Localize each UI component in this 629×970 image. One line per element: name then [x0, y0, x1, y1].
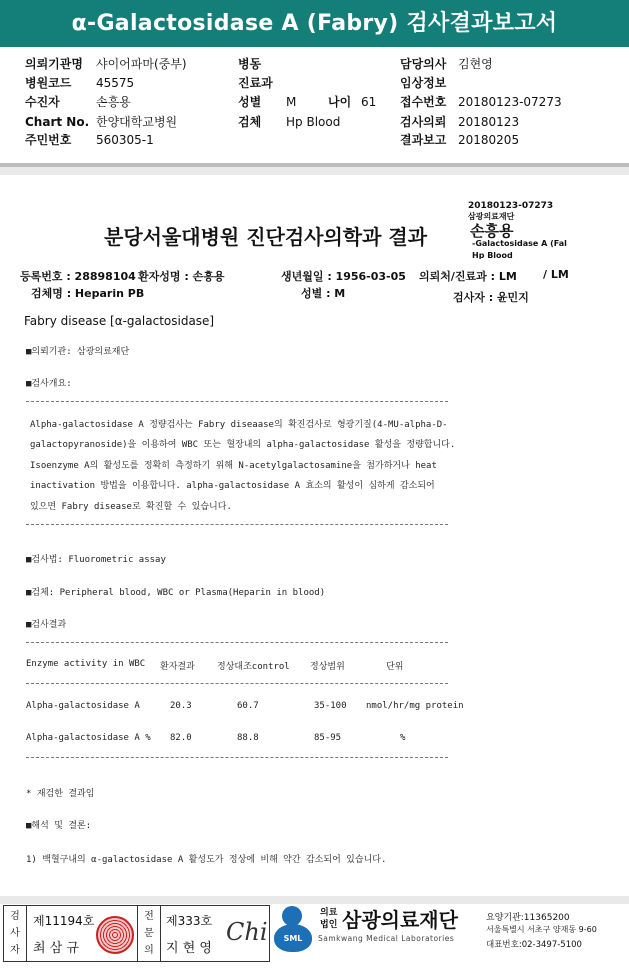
table-header-patient: 환자결과	[160, 662, 195, 672]
interpretation-heading: ■해석 및 결론:	[26, 821, 92, 831]
ward-label: 병동	[238, 57, 262, 71]
dept-label: 진료과	[238, 76, 273, 90]
chart-no-label: Chart No.	[25, 115, 90, 129]
sex-value: M	[286, 95, 297, 109]
clinical-info-label: 임상정보	[400, 76, 447, 90]
scanned-report	[0, 175, 629, 896]
org-address: 서울특별시 서초구 양재동 9-60	[486, 925, 597, 934]
results-heading: ■검사결과	[26, 620, 67, 630]
dashed-rule	[26, 642, 448, 643]
table-cell: 20.3	[170, 701, 192, 711]
specialist-signature: Chi	[226, 918, 268, 946]
report-specimen: 검체명 : Heparin PB	[31, 287, 145, 300]
table-header-control: 정상대조control	[217, 662, 290, 672]
age-value: 61	[361, 95, 377, 109]
specimen-line: ■검체: Peripheral blood, WBC or Plasma(Heparin in blood)	[26, 588, 326, 598]
reg-no: 등록번호 : 28898104	[20, 270, 136, 283]
org-phone: 대표번호:02-3497-5100	[486, 940, 582, 950]
institution-code: 요양기관:11365200	[486, 913, 570, 923]
tester-label: 검사자	[10, 911, 20, 956]
dashed-rule	[26, 524, 448, 525]
report-referrer-dept: / LM	[543, 268, 569, 281]
sml-logo	[272, 906, 314, 954]
hospital-code-value: 45575	[96, 76, 135, 90]
tester-label-cell	[4, 906, 27, 961]
table-cell: Alpha-galactosidase A %	[26, 733, 151, 743]
footer-divider	[0, 896, 629, 904]
age-label: 나이	[328, 95, 352, 109]
doctor-value: 김현영	[458, 57, 493, 71]
logo-text: SML	[283, 934, 303, 943]
resident-no-value: 560305-1	[96, 133, 154, 147]
org-english-name: Samkwang Medical Laboratories	[318, 934, 455, 943]
corp-small-2: 법인	[320, 920, 338, 930]
hospital-name-value: 샤이어파마(중부)	[96, 57, 187, 71]
dashed-rule	[26, 683, 448, 684]
table-cell: Alpha-galactosidase A	[26, 701, 140, 711]
report-patient: 환자성명 : 손흥용	[138, 270, 225, 283]
specimen-value: Hp Blood	[286, 115, 341, 129]
table-header-enzyme: Enzyme activity in WBC	[26, 659, 146, 669]
table-cell: 35-100	[314, 701, 347, 711]
interpretation-line: 1) 백혈구내의 α-galactosidase A 활성도가 정상에 비해 약간 감소되어 있습니다.	[26, 855, 387, 865]
report-date-value: 20180205	[458, 133, 520, 147]
seal-stamp	[96, 916, 134, 954]
specimen-label-sticker	[466, 201, 629, 259]
report-date-label: 결과보고	[400, 133, 447, 147]
table-cell: 88.8	[237, 733, 259, 743]
patient-value: 손흥용	[96, 95, 131, 109]
report-sex: 성별 : M	[301, 287, 346, 300]
hospital-report-title: 분당서울대병원 진단검사의학과 결과	[104, 225, 428, 249]
report-tester: 검사자 : 윤민지	[453, 291, 529, 304]
logo-head-icon	[282, 906, 302, 926]
header-divider-shadow	[0, 167, 629, 175]
recheck-note: * 재검한 결과임	[26, 789, 95, 799]
table-cell: 60.7	[237, 701, 259, 711]
report-dob: 생년월일 : 1956-03-05	[281, 270, 406, 283]
doctor-label: 담당의사	[400, 57, 447, 71]
sticker-org: 삼광의료재단	[468, 212, 515, 221]
table-header-range: 정상범위	[310, 662, 345, 672]
request-date-label: 검사의뢰	[400, 115, 447, 129]
dashed-rule	[26, 757, 448, 758]
table-cell: nmol/hr/mg protein	[366, 701, 464, 711]
overview-line-3: Isoenzyme A의 활성도를 정확히 측정하기 위해 N-acetylgalactosamine을 첨가하거나 heat	[30, 461, 437, 471]
table-cell: 85-95	[314, 733, 342, 743]
sticker-number: 20180123-07273	[468, 201, 554, 211]
hospital-name-label: 의뢰기관명	[25, 57, 83, 71]
receipt-no-label: 접수번호	[400, 95, 447, 109]
specialist-name: 지 현 영	[166, 941, 212, 956]
org-name: 삼광의료재단	[342, 908, 458, 932]
specimen-label: 검체	[238, 115, 262, 129]
request-date-value: 20180123	[458, 115, 520, 129]
overview-line-4: inactivation 방법을 이용합니다. alpha-galactosidase A 효소의 활성이 심하게 감소되어	[30, 481, 435, 491]
sticker-patient: 손흥용	[470, 222, 514, 240]
patient-label: 수진자	[25, 95, 60, 109]
table-cell: %	[400, 733, 406, 743]
report-referrer: 의뢰처/진료과 : LM	[419, 270, 517, 283]
dashed-rule	[26, 401, 448, 402]
header-info	[0, 47, 629, 163]
specialist-label: 전문의	[144, 911, 154, 956]
chart-no-value: 한양대학교병원	[96, 115, 178, 129]
table-cell: 82.0	[170, 733, 192, 743]
overview-line-5: 있으면 Fabry disease로 확진할 수 있습니다.	[30, 502, 232, 512]
specialist-label-cell	[137, 906, 161, 961]
tester-name: 최 삼 규	[33, 941, 79, 956]
sticker-specimen: Hp Blood	[472, 251, 513, 259]
resident-no-label: 주민번호	[25, 133, 72, 147]
overview-line-2: galactopyranoside)을 이용하여 WBC 또는 혈장내의 alpha-galactosidase 활성을 정량합니다.	[30, 440, 456, 450]
signature-box	[3, 905, 270, 962]
overview-heading: ■검사개요:	[26, 379, 72, 389]
report-title: α-Galactosidase A (Fabry) 검사결과보고서	[0, 0, 629, 47]
corp-small-1: 의료	[320, 908, 338, 918]
sex-label: 성별	[238, 95, 262, 109]
specialist-license: 제333호	[166, 914, 213, 928]
method-line: ■검사법: Fluorometric assay	[26, 555, 166, 565]
table-header-unit: 단위	[386, 662, 404, 672]
hospital-code-label: 병원코드	[25, 76, 72, 90]
tester-license: 제11194호	[33, 914, 95, 928]
sticker-test: -Galactosidase A (Fal	[472, 239, 567, 248]
overview-line-1: Alpha-galactosidase A 정량검사는 Fabry diseaase의 확진검사로 형광기질(4-MU-alpha-D-	[30, 420, 448, 430]
test-name: Fabry disease [α-galactosidase]	[24, 314, 215, 328]
receipt-no-value: 20180123-07273	[458, 95, 562, 109]
institution-line: ■의뢰기관: 삼광의료재단	[26, 347, 130, 357]
